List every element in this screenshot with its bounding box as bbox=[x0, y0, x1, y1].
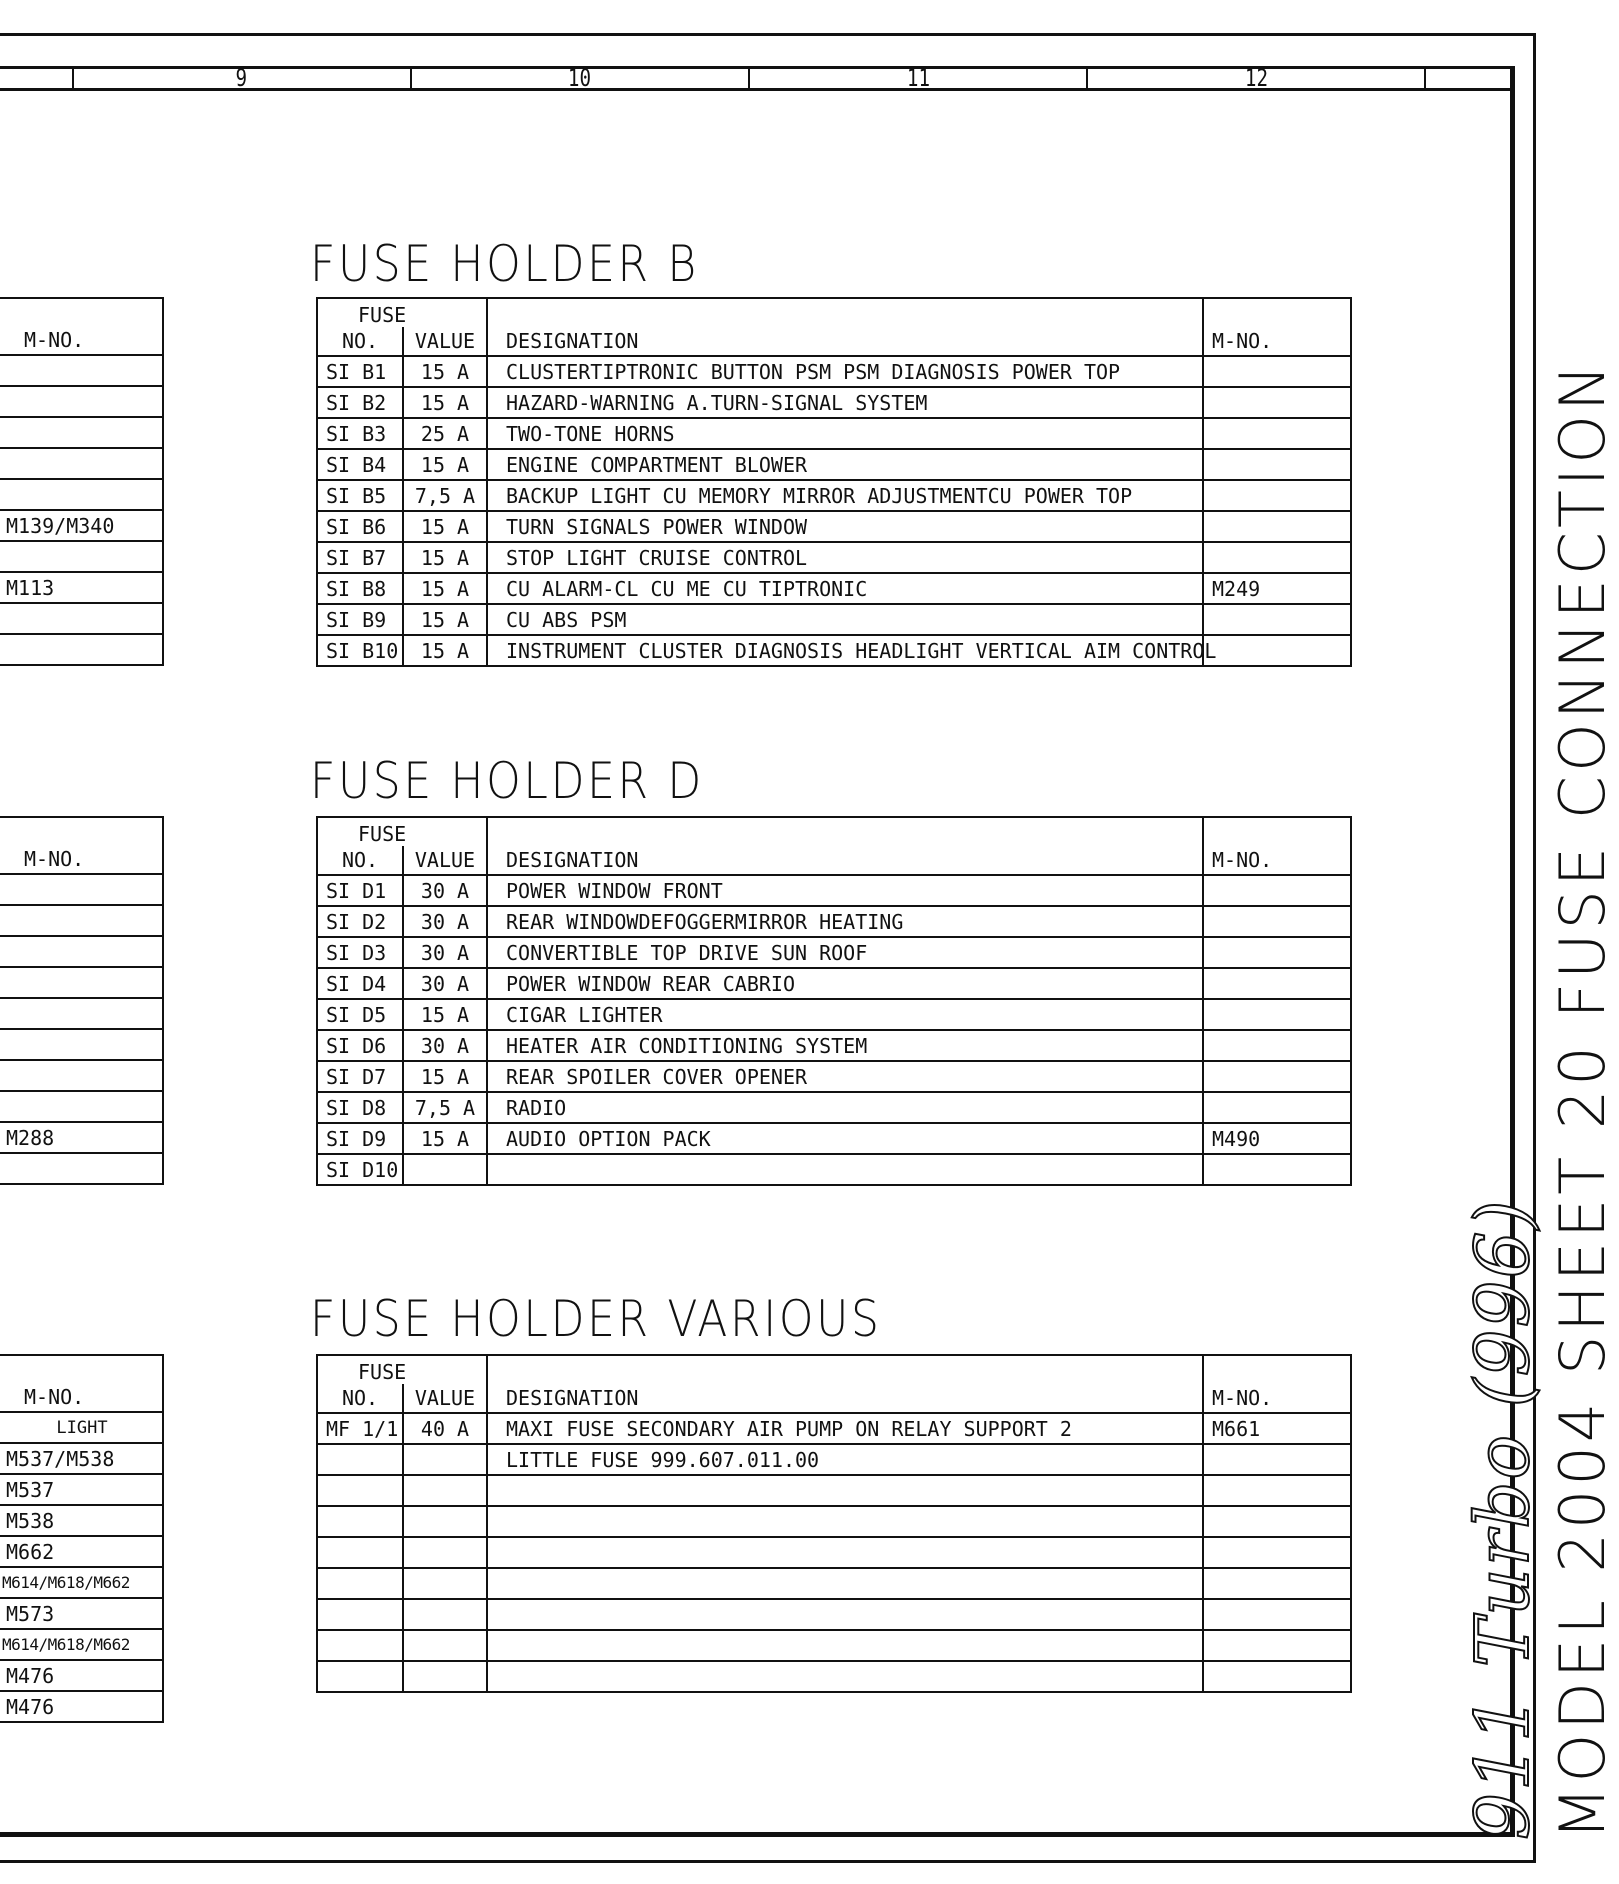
fuse-row bbox=[317, 999, 1351, 1030]
fuse-mno-cell: M661 bbox=[1203, 1413, 1351, 1444]
fuse-designation-cell: REAR WINDOWDEFOGGERMIRROR HEATING bbox=[487, 906, 1203, 937]
ruler-tick bbox=[1424, 66, 1426, 90]
fuse-designation-cell: LITTLE FUSE 999.607.011.00 bbox=[487, 1444, 1203, 1475]
fuse-value-cell: 15 A bbox=[403, 449, 487, 480]
fuse-designation-cell: AUDIO OPTION PACK bbox=[487, 1123, 1203, 1154]
fuse-row bbox=[317, 542, 1351, 573]
fuse-number-cell bbox=[317, 1444, 403, 1475]
inner-bottom-line bbox=[0, 1832, 1515, 1837]
fuse-value-cell bbox=[403, 1475, 487, 1506]
side-mno-cell bbox=[0, 1091, 163, 1122]
fuse-number-cell: SI D10 bbox=[317, 1154, 403, 1185]
side-blank bbox=[0, 817, 163, 844]
fuse-value-cell: 15 A bbox=[403, 1123, 487, 1154]
side-mno-cell bbox=[0, 386, 163, 417]
fuse-holder-various-title: FUSE HOLDER VARIOUS bbox=[310, 1290, 882, 1348]
side-row bbox=[0, 479, 163, 510]
fuse-designation-cell bbox=[487, 1568, 1203, 1599]
side-header: M-NO. bbox=[0, 325, 163, 355]
fuse-value-cell: 30 A bbox=[403, 906, 487, 937]
fuse-value-cell: 15 A bbox=[403, 356, 487, 387]
fuse-row bbox=[317, 1630, 1351, 1661]
fuse-mno-cell bbox=[1203, 1537, 1351, 1568]
header-fuse: FUSE bbox=[317, 817, 403, 846]
fuse-row bbox=[317, 1568, 1351, 1599]
fuse-number-cell: MF 1/1 bbox=[317, 1413, 403, 1444]
fuse-holder-various-table bbox=[316, 1354, 1352, 1693]
fuse-designation-cell: RADIO bbox=[487, 1092, 1203, 1123]
side-row bbox=[0, 572, 163, 603]
fuse-designation-cell bbox=[487, 1475, 1203, 1506]
fuse-number-cell: SI B9 bbox=[317, 604, 403, 635]
fuse-mno-cell bbox=[1203, 906, 1351, 937]
fuse-row bbox=[317, 875, 1351, 906]
side-blank bbox=[0, 298, 163, 325]
side-mno-cell: M662 bbox=[0, 1536, 163, 1567]
fuse-value-cell: 30 A bbox=[403, 875, 487, 906]
side-mno-cell bbox=[0, 479, 163, 510]
fuse-value-cell: 7,5 A bbox=[403, 1092, 487, 1123]
ruler-column-number: 10 bbox=[567, 64, 592, 92]
fuse-value-cell: 15 A bbox=[403, 635, 487, 666]
fuse-mno-cell: M490 bbox=[1203, 1123, 1351, 1154]
fuse-mno-cell bbox=[1203, 1630, 1351, 1661]
fuse-row bbox=[317, 418, 1351, 449]
fuse-designation-cell: REAR SPOILER COVER OPENER bbox=[487, 1061, 1203, 1092]
fuse-number-cell: SI B2 bbox=[317, 387, 403, 418]
frame-top-line bbox=[0, 33, 1535, 36]
fuse-row bbox=[317, 573, 1351, 604]
fuse-mno-cell bbox=[1203, 449, 1351, 480]
side-row bbox=[0, 1443, 163, 1474]
side-row bbox=[0, 1598, 163, 1629]
side-row bbox=[0, 874, 163, 905]
header-designation: DESIGNATION bbox=[487, 1384, 1203, 1413]
fuse-mno-cell bbox=[1203, 511, 1351, 542]
fuse-row bbox=[317, 1444, 1351, 1475]
fuse-row bbox=[317, 1506, 1351, 1537]
fuse-value-cell bbox=[403, 1444, 487, 1475]
ruler-bottom-line bbox=[0, 88, 1515, 91]
header-no: NO. bbox=[317, 1384, 403, 1413]
side-mno-cell bbox=[0, 1029, 163, 1060]
fuse-designation-cell bbox=[487, 1630, 1203, 1661]
fuse-number-cell bbox=[317, 1568, 403, 1599]
fuse-number-cell bbox=[317, 1537, 403, 1568]
title-block bbox=[1460, 361, 1619, 1840]
header-spacer bbox=[487, 1355, 1203, 1384]
side-row bbox=[0, 1153, 163, 1184]
fuse-row bbox=[317, 604, 1351, 635]
fuse-mno-cell bbox=[1203, 1061, 1351, 1092]
side-mno-cell: M476 bbox=[0, 1660, 163, 1691]
fuse-number-cell: SI D3 bbox=[317, 937, 403, 968]
fuse-row bbox=[317, 1030, 1351, 1061]
fuse-value-cell bbox=[403, 1599, 487, 1630]
side-row bbox=[0, 1060, 163, 1091]
fuse-holder-b-title: FUSE HOLDER B bbox=[310, 235, 699, 293]
fuse-row bbox=[317, 1092, 1351, 1123]
side-row bbox=[0, 510, 163, 541]
side-mno-cell bbox=[0, 998, 163, 1029]
ruler-tick bbox=[72, 66, 74, 90]
fuse-mno-cell bbox=[1203, 875, 1351, 906]
header-spacer bbox=[1203, 298, 1351, 327]
side-blank bbox=[0, 1355, 163, 1382]
fuse-designation-cell: CU ALARM-CL CU ME CU TIPTRONIC bbox=[487, 573, 1203, 604]
fuse-number-cell: SI D5 bbox=[317, 999, 403, 1030]
fuse-row bbox=[317, 1537, 1351, 1568]
fuse-mno-cell bbox=[1203, 1154, 1351, 1185]
side-row bbox=[0, 417, 163, 448]
fuse-designation-cell bbox=[487, 1154, 1203, 1185]
side-row bbox=[0, 905, 163, 936]
side-mno-cell bbox=[0, 417, 163, 448]
side-row bbox=[0, 1567, 163, 1598]
side-mno-cell bbox=[0, 905, 163, 936]
fuse-value-cell bbox=[403, 1537, 487, 1568]
side-row bbox=[0, 386, 163, 417]
fuse-value-cell: 15 A bbox=[403, 542, 487, 573]
header-value: VALUE bbox=[403, 846, 487, 875]
fuse-number-cell: SI D9 bbox=[317, 1123, 403, 1154]
side-row bbox=[0, 1122, 163, 1153]
fuse-value-cell: 15 A bbox=[403, 999, 487, 1030]
fuse-number-cell: SI B8 bbox=[317, 573, 403, 604]
fuse-value-cell: 15 A bbox=[403, 604, 487, 635]
fuse-number-cell: SI D4 bbox=[317, 968, 403, 999]
fuse-designation-cell: TURN SIGNALS POWER WINDOW bbox=[487, 511, 1203, 542]
frame-bottom-line bbox=[0, 1860, 1535, 1863]
side-mno-table-bottom bbox=[0, 1354, 164, 1723]
fuse-row bbox=[317, 1123, 1351, 1154]
side-row bbox=[0, 1505, 163, 1536]
side-mno-cell: M288 bbox=[0, 1122, 163, 1153]
header-fuse: FUSE bbox=[317, 298, 403, 327]
fuse-number-cell: SI D7 bbox=[317, 1061, 403, 1092]
fuse-mno-cell bbox=[1203, 968, 1351, 999]
ruler-tick bbox=[410, 66, 412, 90]
fuse-mno-cell bbox=[1203, 542, 1351, 573]
side-mno-cell: M537 bbox=[0, 1474, 163, 1505]
side-row bbox=[0, 1029, 163, 1060]
fuse-mno-cell bbox=[1203, 1506, 1351, 1537]
header-designation: DESIGNATION bbox=[487, 846, 1203, 875]
fuse-value-cell: 30 A bbox=[403, 937, 487, 968]
side-mno-table-top bbox=[0, 297, 164, 666]
fuse-value-cell: 15 A bbox=[403, 511, 487, 542]
fuse-mno-cell bbox=[1203, 1475, 1351, 1506]
header-mno: M-NO. bbox=[1203, 327, 1351, 356]
ruler-top-line bbox=[0, 66, 1515, 69]
fuse-mno-cell bbox=[1203, 937, 1351, 968]
fuse-designation-cell bbox=[487, 1506, 1203, 1537]
ruler-column-number: 11 bbox=[906, 64, 931, 92]
fuse-holder-b-table bbox=[316, 297, 1352, 667]
fuse-number-cell: SI B10 bbox=[317, 635, 403, 666]
header-spacer bbox=[1203, 817, 1351, 846]
side-mno-cell bbox=[0, 967, 163, 998]
fuse-value-cell: 30 A bbox=[403, 968, 487, 999]
fuse-mno-cell bbox=[1203, 418, 1351, 449]
fuse-value-cell: 40 A bbox=[403, 1413, 487, 1444]
side-mno-cell: M538 bbox=[0, 1505, 163, 1536]
fuse-value-cell bbox=[403, 1661, 487, 1692]
fuse-number-cell bbox=[317, 1475, 403, 1506]
side-header: M-NO. bbox=[0, 1382, 163, 1412]
header-mno: M-NO. bbox=[1203, 1384, 1351, 1413]
fuse-number-cell: SI B1 bbox=[317, 356, 403, 387]
header-mno: M-NO. bbox=[1203, 846, 1351, 875]
header-spacer bbox=[487, 298, 1203, 327]
side-mno-cell: M113 bbox=[0, 572, 163, 603]
fuse-mno-cell bbox=[1203, 1444, 1351, 1475]
fuse-designation-cell: POWER WINDOW REAR CABRIO bbox=[487, 968, 1203, 999]
fuse-number-cell bbox=[317, 1599, 403, 1630]
side-mno-cell bbox=[0, 603, 163, 634]
side-row bbox=[0, 998, 163, 1029]
side-mno-cell: M476 bbox=[0, 1691, 163, 1722]
fuse-value-cell: 30 A bbox=[403, 1030, 487, 1061]
fuse-holder-d-table bbox=[316, 816, 1352, 1186]
fuse-designation-cell bbox=[487, 1599, 1203, 1630]
fuse-designation-cell bbox=[487, 1661, 1203, 1692]
fuse-designation-cell: CONVERTIBLE TOP DRIVE SUN ROOF bbox=[487, 937, 1203, 968]
side-mno-cell bbox=[0, 1153, 163, 1184]
fuse-value-cell: 15 A bbox=[403, 573, 487, 604]
side-mno-cell: M614/M618/M662 bbox=[0, 1567, 163, 1598]
model-brand-logo: 911 Turbo (996) bbox=[1460, 1198, 1546, 1840]
fuse-designation-cell: ENGINE COMPARTMENT BLOWER bbox=[487, 449, 1203, 480]
header-spacer bbox=[403, 1355, 487, 1384]
fuse-row bbox=[317, 1413, 1351, 1444]
fuse-mno-cell bbox=[1203, 604, 1351, 635]
fuse-designation-cell: HEATER AIR CONDITIONING SYSTEM bbox=[487, 1030, 1203, 1061]
header-no: NO. bbox=[317, 327, 403, 356]
fuse-number-cell: SI B6 bbox=[317, 511, 403, 542]
fuse-mno-cell bbox=[1203, 480, 1351, 511]
fuse-value-cell: 15 A bbox=[403, 1061, 487, 1092]
fuse-mno-cell bbox=[1203, 1599, 1351, 1630]
fuse-value-cell bbox=[403, 1568, 487, 1599]
fuse-mno-cell bbox=[1203, 1092, 1351, 1123]
fuse-designation-cell: CLUSTERTIPTRONIC BUTTON PSM PSM DIAGNOSIS POWER TOP bbox=[487, 356, 1203, 387]
side-mno-cell bbox=[0, 448, 163, 479]
fuse-row bbox=[317, 1154, 1351, 1185]
fuse-mno-cell bbox=[1203, 387, 1351, 418]
sheet-title: MODEL 2004 SHEET 20 FUSE CONNECTION bbox=[1546, 360, 1619, 1840]
side-mno-cell bbox=[0, 874, 163, 905]
side-mno-cell bbox=[0, 541, 163, 572]
fuse-row bbox=[317, 937, 1351, 968]
header-spacer bbox=[1203, 1355, 1351, 1384]
fuse-row bbox=[317, 635, 1351, 666]
side-row bbox=[0, 936, 163, 967]
fuse-value-cell bbox=[403, 1630, 487, 1661]
fuse-value-cell: 15 A bbox=[403, 387, 487, 418]
header-value: VALUE bbox=[403, 327, 487, 356]
fuse-row bbox=[317, 968, 1351, 999]
fuse-row bbox=[317, 1475, 1351, 1506]
fuse-row bbox=[317, 1061, 1351, 1092]
fuse-number-cell: SI D6 bbox=[317, 1030, 403, 1061]
ruler-column-number: 9 bbox=[235, 64, 248, 92]
fuse-designation-cell: CU ABS PSM bbox=[487, 604, 1203, 635]
side-row bbox=[0, 541, 163, 572]
header-fuse: FUSE bbox=[317, 1355, 403, 1384]
fuse-mno-cell bbox=[1203, 1661, 1351, 1692]
fuse-designation-cell: MAXI FUSE SECONDARY AIR PUMP ON RELAY SUPPORT 2 bbox=[487, 1413, 1203, 1444]
fuse-number-cell: SI B7 bbox=[317, 542, 403, 573]
side-mno-cell bbox=[0, 355, 163, 386]
fuse-holder-d-title: FUSE HOLDER D bbox=[310, 752, 704, 810]
header-designation: DESIGNATION bbox=[487, 327, 1203, 356]
fuse-row bbox=[317, 511, 1351, 542]
fuse-number-cell bbox=[317, 1661, 403, 1692]
fuse-designation-cell: CIGAR LIGHTER bbox=[487, 999, 1203, 1030]
side-row bbox=[0, 448, 163, 479]
fuse-mno-cell bbox=[1203, 999, 1351, 1030]
fuse-value-cell: 25 A bbox=[403, 418, 487, 449]
fuse-mno-cell bbox=[1203, 1030, 1351, 1061]
side-header: M-NO. bbox=[0, 844, 163, 874]
side-mno-cell: M537/M538 bbox=[0, 1443, 163, 1474]
side-subheader: LIGHT bbox=[0, 1412, 163, 1443]
side-mno-cell: M573 bbox=[0, 1598, 163, 1629]
header-spacer bbox=[403, 817, 487, 846]
fuse-mno-cell: M249 bbox=[1203, 573, 1351, 604]
side-row bbox=[0, 967, 163, 998]
side-mno-cell bbox=[0, 936, 163, 967]
fuse-number-cell bbox=[317, 1506, 403, 1537]
fuse-number-cell: SI D8 bbox=[317, 1092, 403, 1123]
side-mno-cell bbox=[0, 634, 163, 665]
fuse-row bbox=[317, 906, 1351, 937]
ruler-column-number: 12 bbox=[1244, 64, 1269, 92]
fuse-designation-cell: BACKUP LIGHT CU MEMORY MIRROR ADJUSTMENTCU POWER TOP bbox=[487, 480, 1203, 511]
fuse-number-cell bbox=[317, 1630, 403, 1661]
fuse-value-cell bbox=[403, 1506, 487, 1537]
ruler-tick bbox=[748, 66, 750, 90]
side-mno-cell bbox=[0, 1060, 163, 1091]
fuse-designation-cell: TWO-TONE HORNS bbox=[487, 418, 1203, 449]
fuse-row bbox=[317, 1599, 1351, 1630]
fuse-designation-cell bbox=[487, 1537, 1203, 1568]
side-mno-table-mid bbox=[0, 816, 164, 1185]
side-row bbox=[0, 1474, 163, 1505]
fuse-value-cell: 7,5 A bbox=[403, 480, 487, 511]
side-row bbox=[0, 603, 163, 634]
side-row bbox=[0, 1629, 163, 1660]
side-row bbox=[0, 634, 163, 665]
fuse-number-cell: SI B4 bbox=[317, 449, 403, 480]
side-row bbox=[0, 1691, 163, 1722]
fuse-row bbox=[317, 449, 1351, 480]
header-no: NO. bbox=[317, 846, 403, 875]
fuse-mno-cell bbox=[1203, 1568, 1351, 1599]
side-row bbox=[0, 1091, 163, 1122]
side-row bbox=[0, 1660, 163, 1691]
header-spacer bbox=[487, 817, 1203, 846]
fuse-row bbox=[317, 1661, 1351, 1692]
fuse-designation-cell: POWER WINDOW FRONT bbox=[487, 875, 1203, 906]
fuse-row bbox=[317, 387, 1351, 418]
side-row bbox=[0, 1536, 163, 1567]
fuse-row bbox=[317, 356, 1351, 387]
header-spacer bbox=[403, 298, 487, 327]
fuse-number-cell: SI D2 bbox=[317, 906, 403, 937]
side-row bbox=[0, 355, 163, 386]
fuse-designation-cell: HAZARD-WARNING A.TURN-SIGNAL SYSTEM bbox=[487, 387, 1203, 418]
fuse-row bbox=[317, 480, 1351, 511]
fuse-value-cell bbox=[403, 1154, 487, 1185]
fuse-mno-cell bbox=[1203, 356, 1351, 387]
fuse-number-cell: SI B5 bbox=[317, 480, 403, 511]
side-mno-cell: M614/M618/M662 bbox=[0, 1629, 163, 1660]
side-mno-cell: M139/M340 bbox=[0, 510, 163, 541]
fuse-number-cell: SI D1 bbox=[317, 875, 403, 906]
fuse-number-cell: SI B3 bbox=[317, 418, 403, 449]
fuse-designation-cell: STOP LIGHT CRUISE CONTROL bbox=[487, 542, 1203, 573]
ruler-tick bbox=[1086, 66, 1088, 90]
header-value: VALUE bbox=[403, 1384, 487, 1413]
fuse-mno-cell bbox=[1203, 635, 1351, 666]
fuse-designation-cell: INSTRUMENT CLUSTER DIAGNOSIS HEADLIGHT VERTICAL AIM CONTROL bbox=[487, 635, 1203, 666]
